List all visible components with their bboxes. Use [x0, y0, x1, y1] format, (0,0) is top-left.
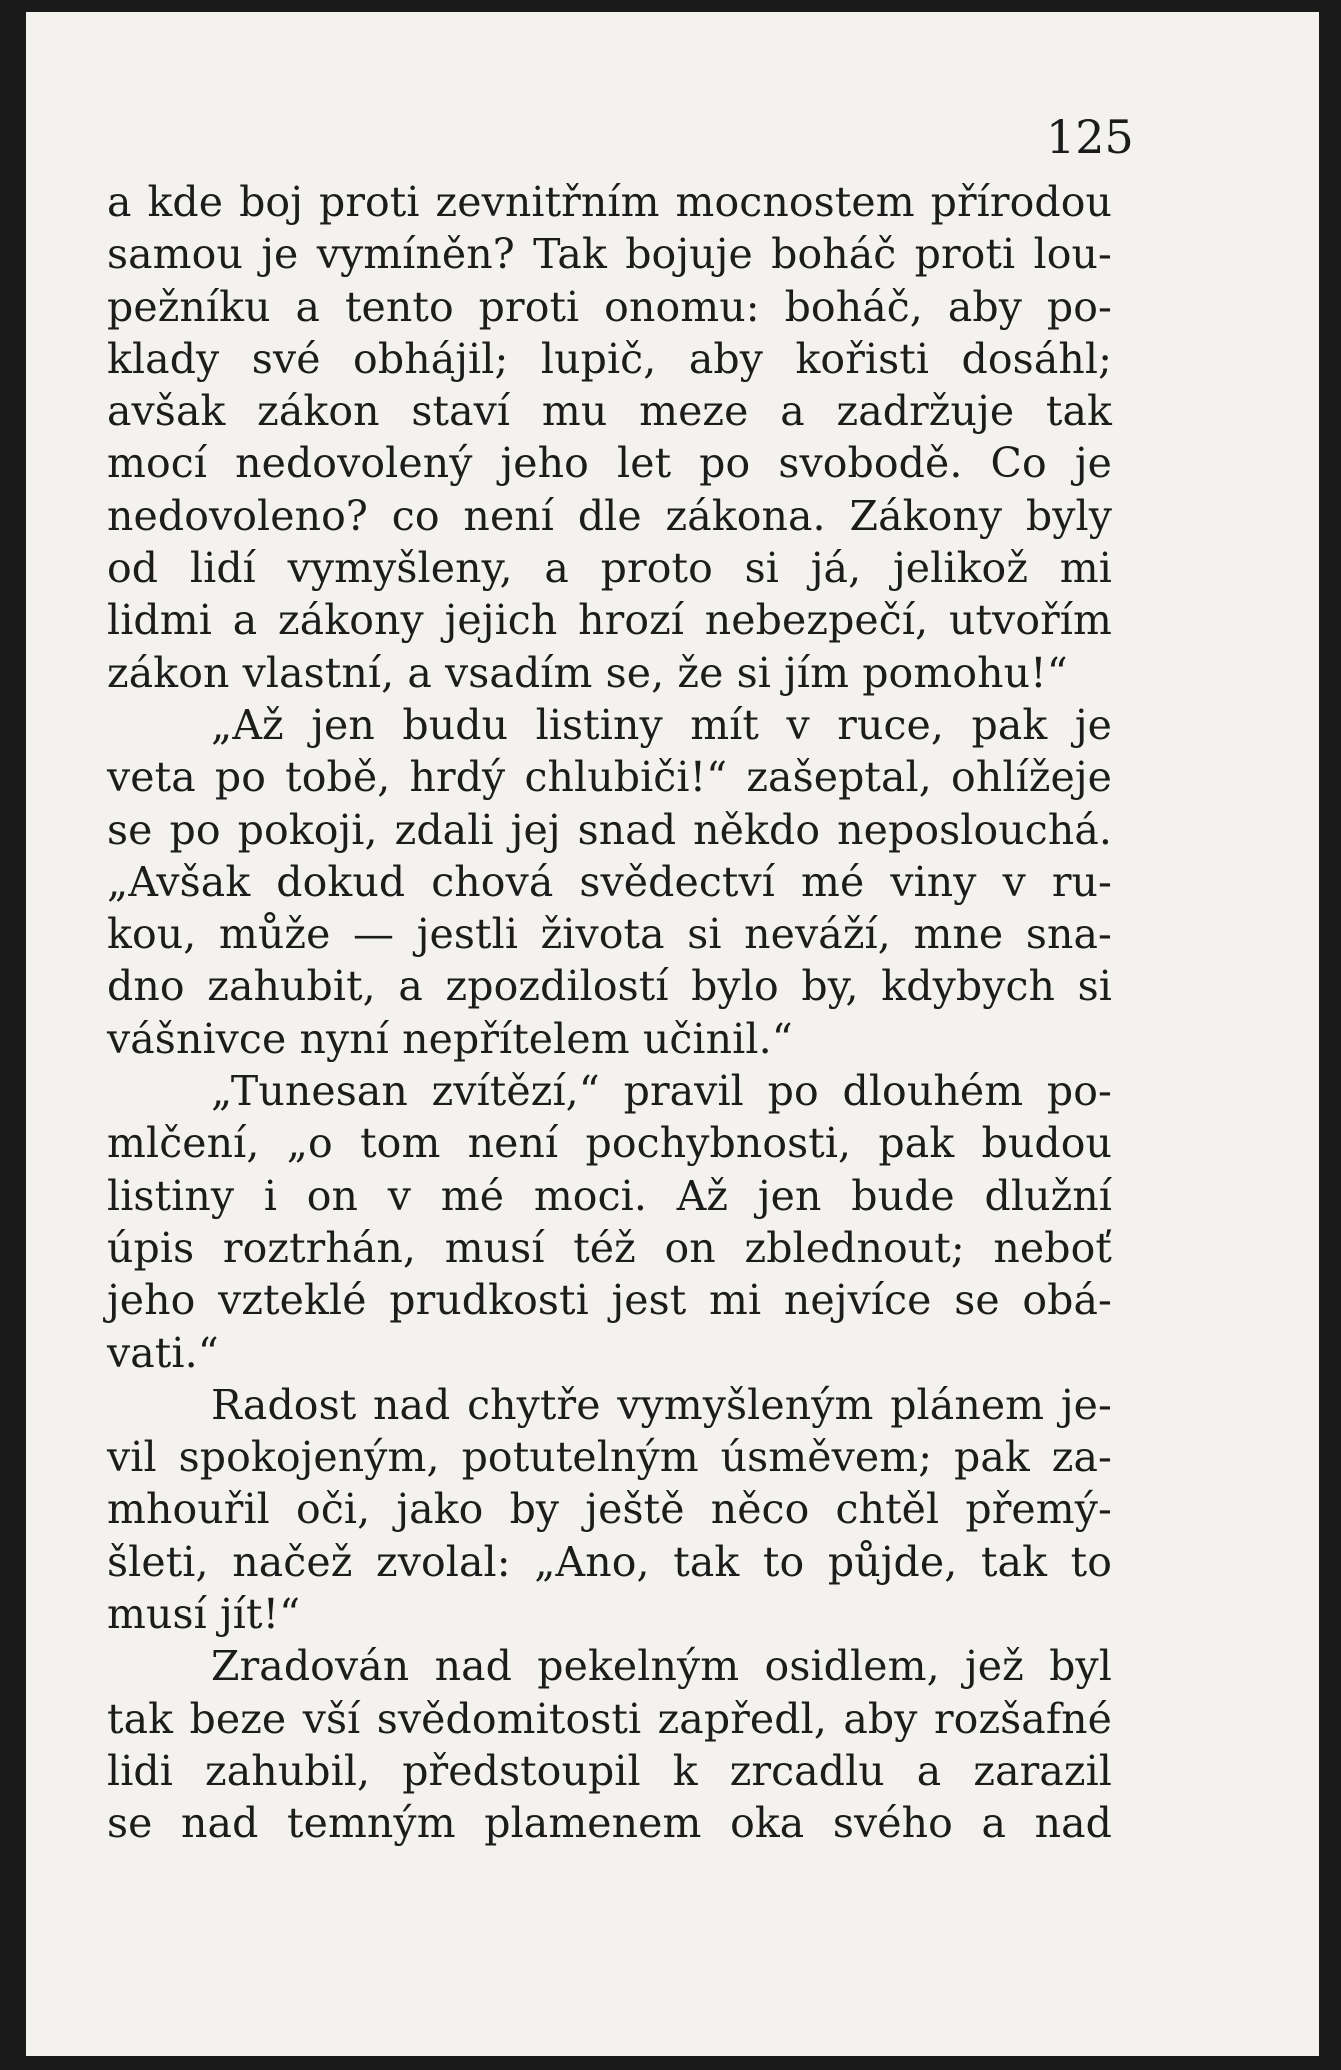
- text-line: jeho vzteklé prudkosti jest mi nejvíce se obá-: [107, 1276, 1112, 1325]
- text-line: listiny i on v mé moci. Až jen bude dlužní: [107, 1171, 1112, 1220]
- text-line: kou, může — jestli života si neváží, mne sna-: [107, 910, 1112, 959]
- text-line: veta po tobě, hrdý chlubiči!“ zašeptal, ohlížeje: [107, 753, 1112, 802]
- text-line: lidmi a zákony jejich hrozí nebezpečí, utvořím: [107, 596, 1112, 645]
- text-line: se nad temným plamenem oka svého a nad: [107, 1799, 1112, 1848]
- text-line: vati.“: [107, 1328, 219, 1377]
- text-line: pežníku a tento proti onomu: boháč, aby po-: [107, 282, 1112, 331]
- text-line: musí jít!“: [107, 1590, 301, 1639]
- body-text: [107, 176, 1112, 1850]
- text-line: vášnivce nyní nepřítelem učinil.“: [107, 1014, 793, 1063]
- text-line: a kde boj proti zevnitřním mocnostem přírodou: [107, 178, 1112, 226]
- text-line: „Až jen budu listiny mít v ruce, pak je: [211, 700, 1112, 749]
- text-line: Radost nad chytře vymyšleným plánem je-: [211, 1380, 1112, 1429]
- text-line: mhouřil oči, jako by ještě něco chtěl přemý-: [107, 1485, 1112, 1534]
- text-line: tak beze vší svědomitosti zapředl, aby rozšafné: [107, 1694, 1112, 1743]
- text-line: šleti, načež zvolal: „Ano, tak to půjde, tak to: [107, 1537, 1112, 1586]
- text-line: se po pokoji, zdali jej snad někdo neposlouchá.: [107, 805, 1112, 854]
- text-line: dno zahubit, a zpozdilostí bylo by, kdybych si: [107, 962, 1112, 1011]
- text-line: klady své obhájil; lupič, aby kořisti dosáhl;: [107, 334, 1112, 383]
- text-line: mlčení, „o tom není pochybnosti, pak budou: [107, 1119, 1112, 1168]
- text-line: avšak zákon staví mu meze a zadržuje tak: [107, 387, 1112, 436]
- text-line: „Tunesan zvítězí,“ pravil po dlouhém po-: [211, 1067, 1112, 1116]
- text-line: samou je vymíněn? Tak bojuje boháč proti lou-: [107, 230, 1112, 279]
- text-line: lidi zahubil, předstoupil k zrcadlu a zarazil: [107, 1746, 1112, 1795]
- text-line: Zradován nad pekelným osidlem, jež byl: [211, 1642, 1112, 1691]
- text-line: úpis roztrhán, musí též on zblednout; neboť: [107, 1223, 1112, 1272]
- text-line: zákon vlastní, a vsadím se, že si jím pomohu!“: [107, 648, 1068, 697]
- page-number: 125: [1046, 110, 1134, 164]
- text-line: vil spokojeným, potutelným úsměvem; pak za-: [107, 1433, 1112, 1482]
- text-line: od lidí vymyšleny, a proto si já, jelikož mi: [107, 544, 1112, 593]
- text-line: „Avšak dokud chová svědectví mé viny v ru-: [107, 857, 1112, 906]
- text-line: nedovoleno? co není dle zákona. Zákony byly: [107, 491, 1112, 540]
- book-page: [26, 12, 1319, 2056]
- text-line: mocí nedovolený jeho let po svobodě. Co je: [107, 439, 1112, 488]
